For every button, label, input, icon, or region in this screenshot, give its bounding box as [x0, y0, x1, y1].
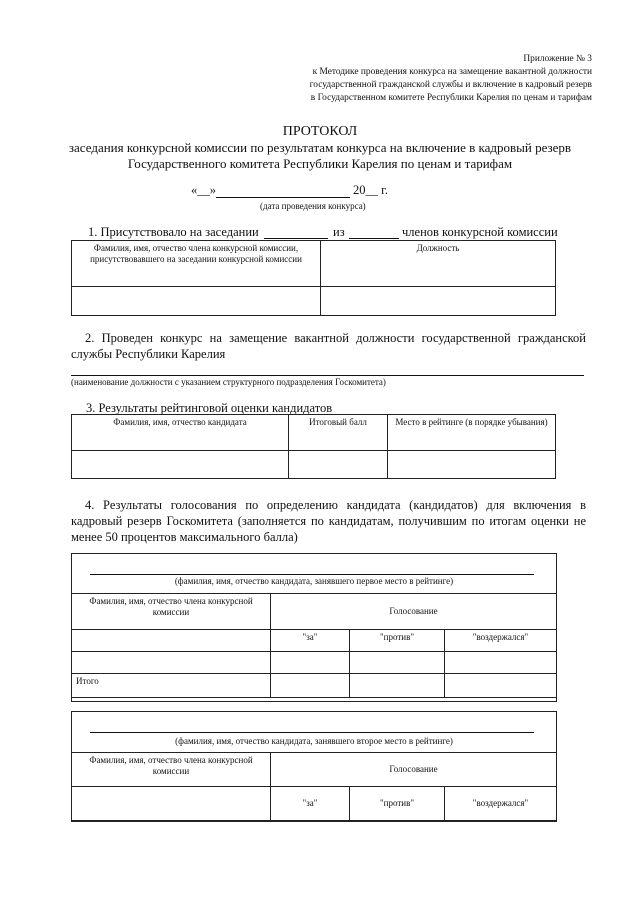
date-caption: (дата проведения конкурса): [260, 201, 366, 211]
box1-total-abstained[interactable]: [445, 674, 557, 698]
box1-col-voting: Голосование: [271, 594, 557, 630]
section1-text-present: 1. Присутствовало на заседании: [88, 225, 259, 239]
document-title: ПРОТОКОЛ: [282, 124, 358, 139]
section1-cell-member[interactable]: [72, 287, 321, 316]
section1-cell-position[interactable]: [321, 287, 556, 316]
box1-total-label: Итого: [72, 674, 271, 698]
candidate2-name-line: [90, 732, 534, 733]
box1-total-for[interactable]: [271, 674, 350, 698]
voting-table-first: [71, 593, 557, 698]
candidate1-caption: (фамилия, имя, отчество кандидата, занявшего первое место в рейтинге): [174, 576, 454, 586]
box2-col-voting: Голосование: [271, 753, 557, 787]
appendix-line-3: в Государственном комитете Республики Карелия по ценам и тарифам: [310, 93, 592, 103]
box2-col-member: Фамилия, имя, отчество члена конкурсной комиссии: [72, 753, 271, 787]
section3-cell-rank[interactable]: [388, 451, 556, 479]
voting-table-second: [71, 752, 557, 821]
box1-col-abstained: "воздержался": [445, 630, 557, 652]
box2-cell-member[interactable]: [72, 787, 271, 821]
box1-col-member: Фамилия, имя, отчество члена конкурсной комиссии: [72, 594, 271, 630]
section1-text-of: из: [333, 225, 345, 239]
section3-col-score: Итоговый балл: [289, 415, 388, 451]
box1-total-against[interactable]: [350, 674, 445, 698]
appendix-line-2: государственной гражданской службы и включение в кадровый резерв: [309, 80, 592, 90]
section3-cell-score[interactable]: [289, 451, 388, 479]
box2-col-abstained: "воздержался": [445, 787, 557, 821]
box1-col-against: "против": [350, 630, 445, 652]
section2-caption: (наименование должности с указанием структурного подразделения Госкомитета): [71, 377, 386, 387]
box1-cell-for[interactable]: [271, 652, 350, 674]
section1-col-member: Фамилия, имя, отчество члена конкурсной комиссии, присутствовавшего на заседании конкурсной комиссии: [72, 241, 321, 287]
section1-table: [71, 240, 556, 316]
appendix-line-1: к Методике проведения конкурса на замещение вакантной должности: [312, 67, 592, 77]
box1-cell-member-2[interactable]: [72, 652, 271, 674]
date-day-field: «__»: [191, 183, 216, 197]
section1-total-line: [349, 238, 399, 239]
section3-col-candidate: Фамилия, имя, отчество кандидата: [72, 415, 289, 451]
candidate2-caption: (фамилия, имя, отчество кандидата, занявшего второе место в рейтинге): [175, 736, 453, 746]
section3-col-rank: Место в рейтинге (в порядке убывания): [388, 415, 556, 451]
document-subtitle-1: заседания конкурсной комиссии по результатам конкурса на включение в кадровый резерв: [68, 140, 572, 155]
section2-text: 2. Проведен конкурс на замещение вакантной должности государственной гражданской службы Республики Карелия: [71, 331, 586, 361]
appendix-number: Приложение № 3: [523, 54, 592, 64]
section1-text-members: членов конкурсной комиссии: [402, 225, 558, 239]
voting-block-second: [71, 711, 557, 822]
section1-col-position: Должность: [321, 241, 556, 287]
appendix-header: [262, 53, 592, 105]
section2-position-line: [71, 375, 584, 376]
voting-block-first: [71, 553, 557, 702]
box1-cell-against[interactable]: [350, 652, 445, 674]
box2-col-against: "против": [350, 787, 445, 821]
candidate1-name-line: [90, 574, 534, 575]
date-year: 20__ г.: [353, 183, 388, 197]
section3-title: 3. Результаты рейтинговой оценки кандидатов: [86, 401, 333, 415]
section3-cell-candidate[interactable]: [72, 451, 289, 479]
box2-col-for: "за": [271, 787, 350, 821]
section3-table: [71, 414, 556, 479]
box1-col-for: "за": [271, 630, 350, 652]
box1-cell-abstained[interactable]: [445, 652, 557, 674]
document-subtitle-2: Государственного комитета Республики Карелия по ценам и тарифам: [127, 156, 513, 171]
box1-cell-member[interactable]: [72, 630, 271, 652]
section4-text: 4. Результаты голосования по определению кандидата (кандидатов) для включения в кадровый резерв Госкомитета (заполняется по кандидатам, получившим по итогам оценки не менее 50 процентов максимального балла): [71, 498, 586, 544]
section1-present-line: [264, 238, 328, 239]
date-month-line: [216, 197, 350, 198]
